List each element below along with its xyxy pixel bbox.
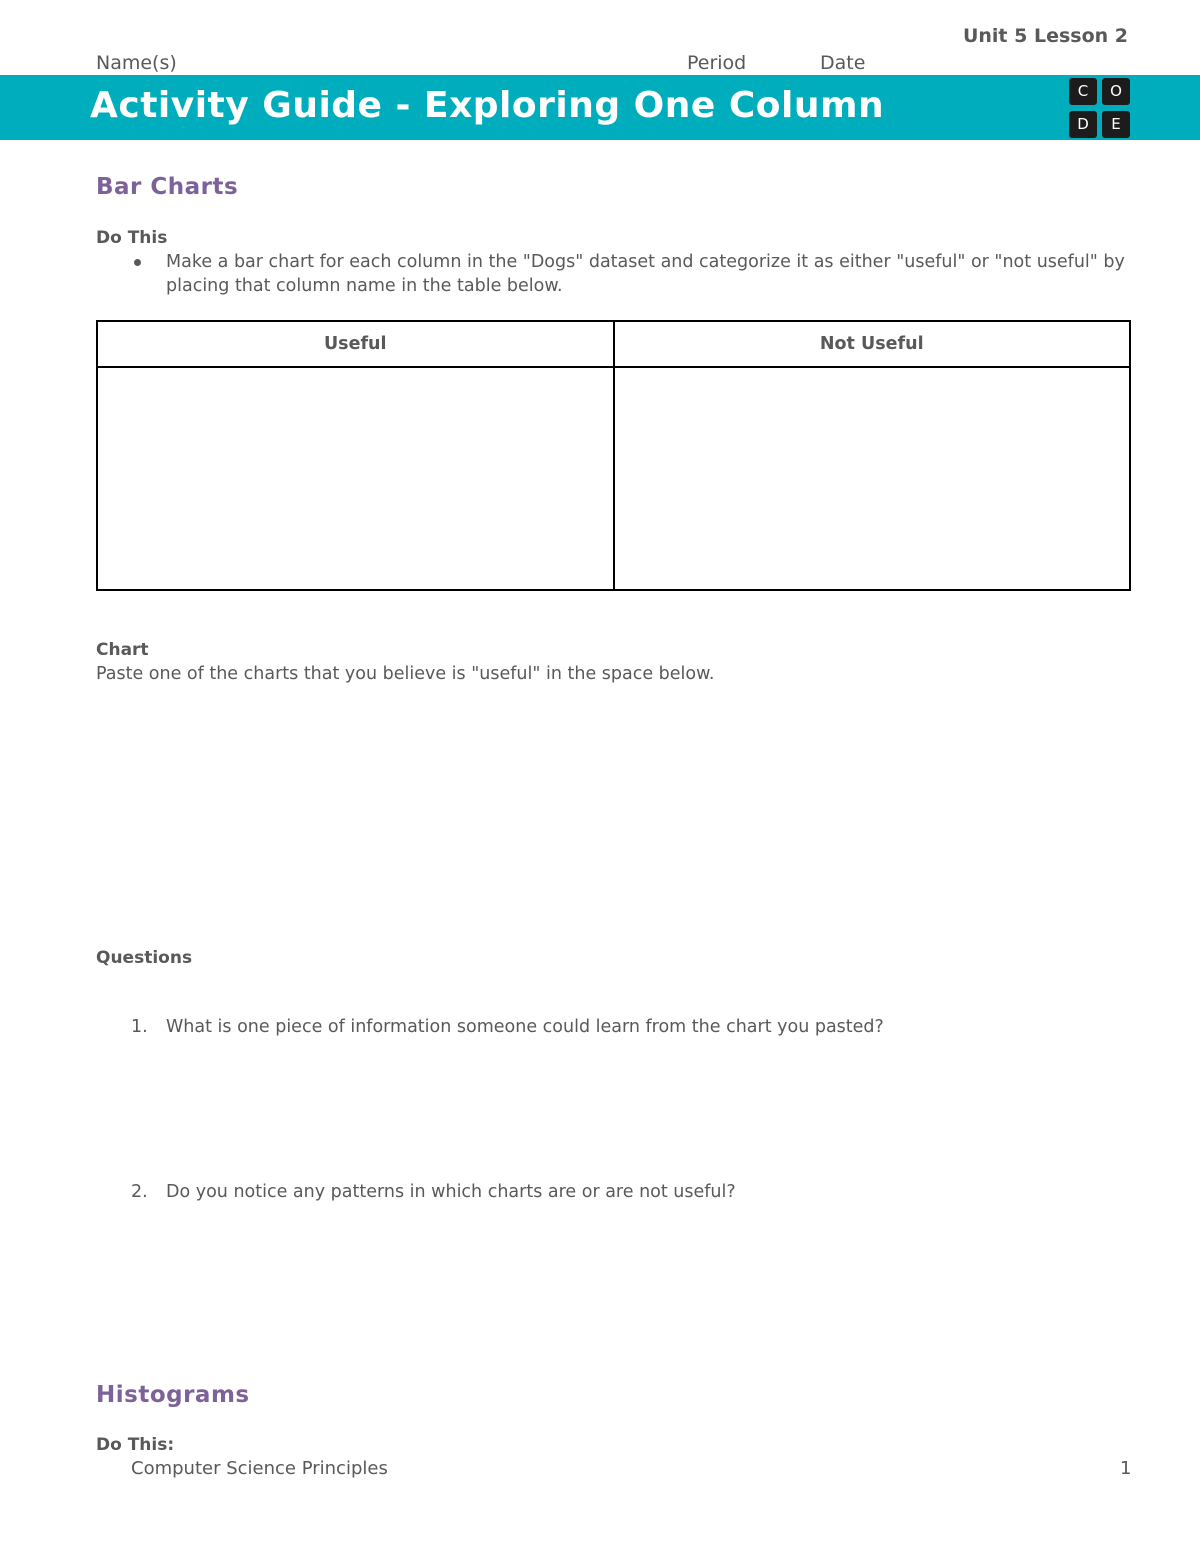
- bar-charts-instruction: [96, 250, 1136, 298]
- instruction-line-1: Make a bar chart for each column in the "Dogs" dataset and categorize it as either "useful" or "not useful" by: [166, 252, 1125, 272]
- logo-letter-o: O: [1102, 78, 1130, 105]
- question-item: [131, 1017, 1131, 1041]
- code-org-logo: [1069, 78, 1132, 139]
- histograms-do-this-label: Do This:: [96, 1435, 175, 1455]
- period-label: Period: [687, 52, 747, 74]
- question-number: 1.: [131, 1017, 148, 1037]
- not-useful-answer-cell[interactable]: [614, 367, 1131, 590]
- questions-heading: Questions: [96, 948, 193, 968]
- logo-letter-c: C: [1069, 78, 1097, 105]
- question-text: Do you notice any patterns in which charts are or are not useful?: [166, 1182, 736, 1202]
- footer-course-name: Computer Science Principles: [131, 1458, 388, 1479]
- student-info-line: [96, 52, 1074, 76]
- do-this-label: Do This: [96, 228, 168, 248]
- bullet-icon: [134, 259, 141, 266]
- question-number: 2.: [131, 1182, 148, 1202]
- name-label: Name(s): [96, 52, 177, 74]
- bar-charts-heading: Bar Charts: [96, 174, 239, 200]
- chart-paste-area[interactable]: [96, 690, 1131, 930]
- date-label: Date: [820, 52, 866, 74]
- question-item: [131, 1182, 1131, 1206]
- useful-sort-table: [96, 320, 1131, 591]
- chart-label: Chart: [96, 640, 149, 660]
- question-text: What is one piece of information someone could learn from the chart you pasted?: [166, 1017, 884, 1037]
- page-title: Activity Guide - Exploring One Column: [90, 85, 885, 126]
- unit-lesson-label: Unit 5 Lesson 2: [962, 25, 1128, 47]
- answer-area-1[interactable]: [131, 1045, 1131, 1165]
- useful-column-header: Useful: [97, 321, 614, 367]
- logo-letter-d: D: [1069, 111, 1097, 138]
- title-banner: [0, 75, 1200, 140]
- answer-area-2[interactable]: [131, 1210, 1131, 1360]
- logo-letter-e: E: [1102, 111, 1130, 138]
- footer-page-number: 1: [1120, 1458, 1132, 1479]
- histograms-heading: Histograms: [96, 1382, 250, 1408]
- useful-answer-cell[interactable]: [97, 367, 614, 590]
- not-useful-column-header: Not Useful: [614, 321, 1131, 367]
- chart-instruction: Paste one of the charts that you believe is "useful" in the space below.: [96, 664, 715, 684]
- instruction-line-2: placing that column name in the table below.: [166, 276, 563, 296]
